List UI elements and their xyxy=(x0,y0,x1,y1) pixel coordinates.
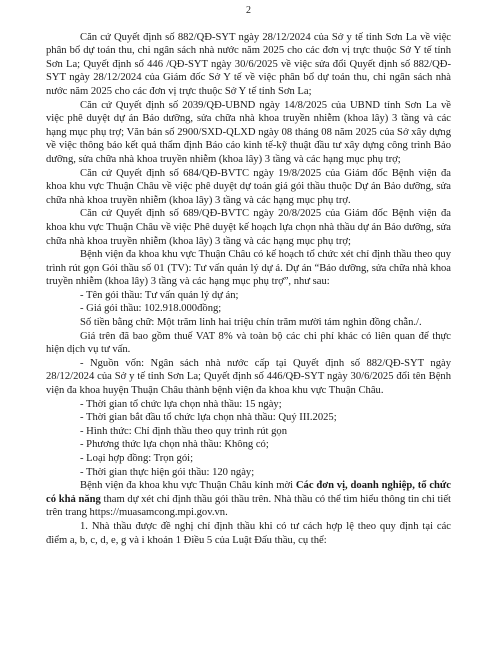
page-number: 2 xyxy=(246,5,251,16)
requirement-paragraph: 1. Nhà thầu được đề nghị chỉ định thầu khi có tư cách hợp lệ theo quy định tại các điểm a, b, c, d, e, g và i khoản 1 Điều 5 của Luật Đấu thầu, cụ thể: xyxy=(46,520,451,546)
schedule-item: - Thời gian bắt đầu tổ chức lựa chọn nhà thầu: Quý III.2025; xyxy=(80,412,337,424)
vat-note: Giá trên đã bao gồm thuế VAT 8% và toàn bộ các chi phí khác có liên quan để thực hiện dịch vụ tư vấn. xyxy=(46,330,451,356)
schedule-item: - Hình thức: Chỉ định thầu theo quy trình rút gọn xyxy=(80,425,288,437)
paragraph-legal-basis-1: Căn cứ Quyết định số 882/QĐ-SYT ngày 28/12/2024 của Sở y tế tỉnh Sơn La về việc phân bổ dự toán thu, chi ngân sách nhà nước năm 2025 cho các đơn vị trực thuộc Sở Y tế tỉnh Sơn La; Quyết định số 446 /QĐ-SYT ngày 30/6/2025 về việc sửa đổi Quyết định số 882/QĐ-SYT ngày 28/12/2024 của Giám đốc Sở Y tế về việc phân bổ dự toán thu, chi ngân sách nhà nước năm 2025 cho các đơn vị trực thuộc Sở Y tế tỉnh Sơn La; xyxy=(46,31,451,97)
invitation-bold-text: Các đơn vị, doanh nghiệp, tổ chức có khả năng xyxy=(46,480,451,505)
package-price-item: - Giá gói thầu: 102.918.000đồng; xyxy=(80,303,222,315)
package-name-item: - Tên gói thầu: Tư vấn quản lý dự án; xyxy=(80,289,239,301)
invitation-text-start: Bệnh viện đa khoa khu vực Thuận Châu kính mời xyxy=(80,480,296,492)
paragraph-plan-intro: Bệnh viện đa khoa khu vực Thuận Châu có kế hoạch tổ chức xét chỉ định thầu theo quy trình rút gọn Gói thầu số 01 (TV): Tư vấn quản lý dự á. Dự án “Bảo dưỡng, sửa chữa nhà khoa truyền nhiễm (khoa lây) 3 tầng và các hạng mục phụ trợ”, như sau: xyxy=(46,249,451,288)
paragraph-legal-basis-2: Căn cứ Quyết định số 2039/QĐ-UBND ngày 14/8/2025 của UBND tỉnh Sơn La về việc phê duyệt dự án Bảo dưỡng, sửa chữa nhà khoa truyền nhiễm (khoa lây) 3 tầng và các hạng mục phụ trợ; Văn bản số 2900/SXD-QLXD ngày 08 tháng 08 năm 2025 của Sở xây dựng về việc thông báo kết quả thẩm định Báo cáo kinh tế-kỹ thuật đầu tư xây dựng công trình Bảo dưỡng, sửa chữa nhà khoa truyền nhiễm (khoa lây) 3 tầng và các hạng mục phụ trợ; xyxy=(46,99,451,165)
invitation-text-end: tham dự xét chỉ định thầu gói thầu trên. Nhà thầu có thể tìm hiểu thông tin chi tiết trên trang https://muasamcong.mpi.gov.vn. xyxy=(46,493,451,519)
schedule-item: - Thời gian thực hiện gói thầu: 120 ngày; xyxy=(80,466,255,478)
amount-in-words: Số tiền bằng chữ: Một trăm linh hai triệu chín trăm mười tám nghìn đồng chẵn./. xyxy=(80,317,422,329)
schedule-item: - Phương thức lựa chọn nhà thầu: Không có; xyxy=(80,439,269,451)
paragraph-legal-basis-4: Căn cứ Quyết định số 689/QĐ-BVTC ngày 20/8/2025 của Giám đốc Bệnh viện đa khoa khu vực Thuận Châu về việc Phê duyệt kế hoạch lựa chọn nhà thầu dự án Bảo dưỡng, sửa chữa nhà khoa truyền nhiễm (khoa lây) 3 tầng và các hạng mục phụ trợ; xyxy=(46,208,451,247)
paragraph-legal-basis-3: Căn cứ Quyết định số 684/QĐ-BVTC ngày 19/8/2025 của Giám đốc Bệnh viện đa khoa khu vực Thuận Châu về việc phê duyệt dự toán giá gói thầu thuộc Dự án Bảo dưỡng, sửa chữa nhà khoa truyền nhiễm (khoa lây) 3 tầng và các hạng mục phụ trợ. xyxy=(46,167,451,206)
schedule-item: - Thời gian tổ chức lựa chọn nhà thầu: 15 ngày; xyxy=(80,398,282,410)
funding-source: - Nguồn vốn: Ngân sách nhà nước cấp tại Quyết định số 882/QĐ-SYT ngày 28/12/2024 của Sở y tế tỉnh Sơn La; Quyết định số 446/QĐ-SYT ngày 30/6/2025 đổi tên Bệnh viện đa khoa huyện Thuận Châu thành bệnh viện đa khoa khu vực Thuận Châu. xyxy=(46,357,451,397)
schedule-item: - Loại hợp đồng: Trọn gói; xyxy=(80,453,194,464)
invitation-paragraph xyxy=(46,479,451,520)
